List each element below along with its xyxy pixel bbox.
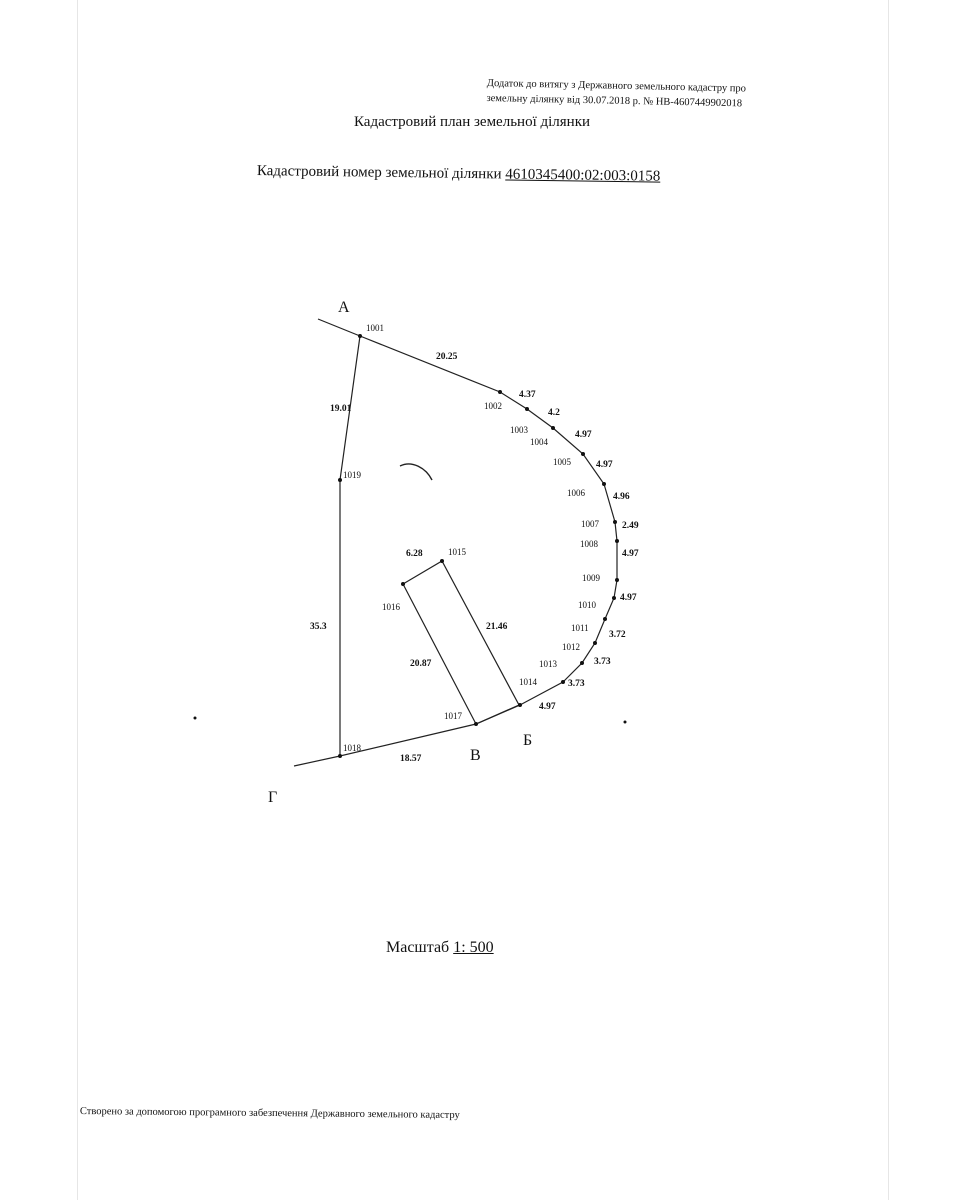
vertex-dot [518,703,522,707]
scale-label: Масштаб [386,939,454,956]
point-label: 1006 [567,488,585,498]
length-label: 4.97 [539,702,556,712]
length-label: 4.2 [548,408,560,418]
length-label: 3.73 [594,657,611,667]
page-title: Кадастровий план земельної ділянки [354,114,591,130]
appendix-line-2: земельну ділянку від 30.07.2018 р. № НВ-4607449902018 [486,92,743,110]
neighbor-letter-g: Г [268,789,278,806]
footer-note: Створено за допомогою програмного забезпечення Державного земельного кадастру [79,1106,460,1121]
appendix-line-1: Додаток до витягу з Державного земельного кадастру про [486,77,747,95]
point-label: 1016 [382,602,400,612]
vertex-dot [338,754,342,758]
length-label: 4.96 [613,492,630,502]
vertex-dot [474,722,478,726]
length-label: 18.57 [400,754,422,764]
vertex-dot [581,452,585,456]
point-label: 1011 [571,623,589,633]
length-label: 4.37 [519,390,536,400]
vertex-dot [401,582,405,586]
point-label: 1017 [444,711,462,721]
boundary-extension-g [294,756,340,766]
vertex-dot [612,596,616,600]
point-label: 1010 [578,600,596,610]
inner-structure-outline [403,561,519,724]
vertex-dot [580,661,584,665]
pen-mark [400,464,432,480]
vertex-dot [615,539,619,543]
point-label: 1013 [539,659,557,669]
neighbor-letter-a: А [338,299,350,316]
point-label: 1008 [580,539,598,549]
length-label: 35.3 [310,622,327,632]
length-label: 2.49 [622,521,639,531]
speck [194,717,197,720]
length-label: 20.25 [436,352,458,362]
vertex-dot [525,407,529,411]
point-label: 1004 [530,437,548,447]
vertex-dot [498,390,502,394]
point-label: 1003 [510,425,528,435]
vertex-dot [593,641,597,645]
length-label: 3.72 [609,630,626,640]
cadastral-number-label: Кадастровий номер земельної ділянки [256,163,506,183]
length-label: 3.73 [568,679,585,689]
vertex-dot [358,334,362,338]
vertex-dot [440,559,444,563]
point-label: 1009 [582,573,600,583]
vertex-dot [615,578,619,582]
vertex-dot [613,520,617,524]
vertex-dot [338,478,342,482]
neighbor-letter-b: Б [523,732,533,749]
point-label: 1014 [519,677,537,687]
vertex-dot [602,482,606,486]
point-label: 1015 [448,547,466,557]
point-label: 1005 [553,457,571,467]
length-label: 19.01 [330,404,352,414]
point-label: 1012 [562,642,580,652]
vertex-dot [561,680,565,684]
vertex-dot [603,617,607,621]
point-label: 1019 [343,470,361,480]
length-label: 4.97 [622,549,639,559]
parcel-boundary [340,336,617,756]
point-label: 1007 [581,519,599,529]
cadastral-number: 4610345400:02:003:0158 [505,166,661,185]
point-label: 1002 [484,401,502,411]
length-label: 6.28 [406,549,423,559]
length-label: 4.97 [620,593,637,603]
length-label: 4.97 [575,430,592,440]
boundary-extension-a [318,319,360,336]
length-label: 20.87 [410,659,432,669]
vertex-dot [551,426,555,430]
length-label: 21.46 [486,622,508,632]
scale-line [386,939,494,957]
length-label: 4.97 [596,460,613,470]
scale-value: 1: 500 [453,939,494,956]
point-label: 1018 [343,743,361,753]
speck [624,721,627,724]
point-label: 1001 [366,323,384,333]
neighbor-letter-v: В [470,747,481,764]
